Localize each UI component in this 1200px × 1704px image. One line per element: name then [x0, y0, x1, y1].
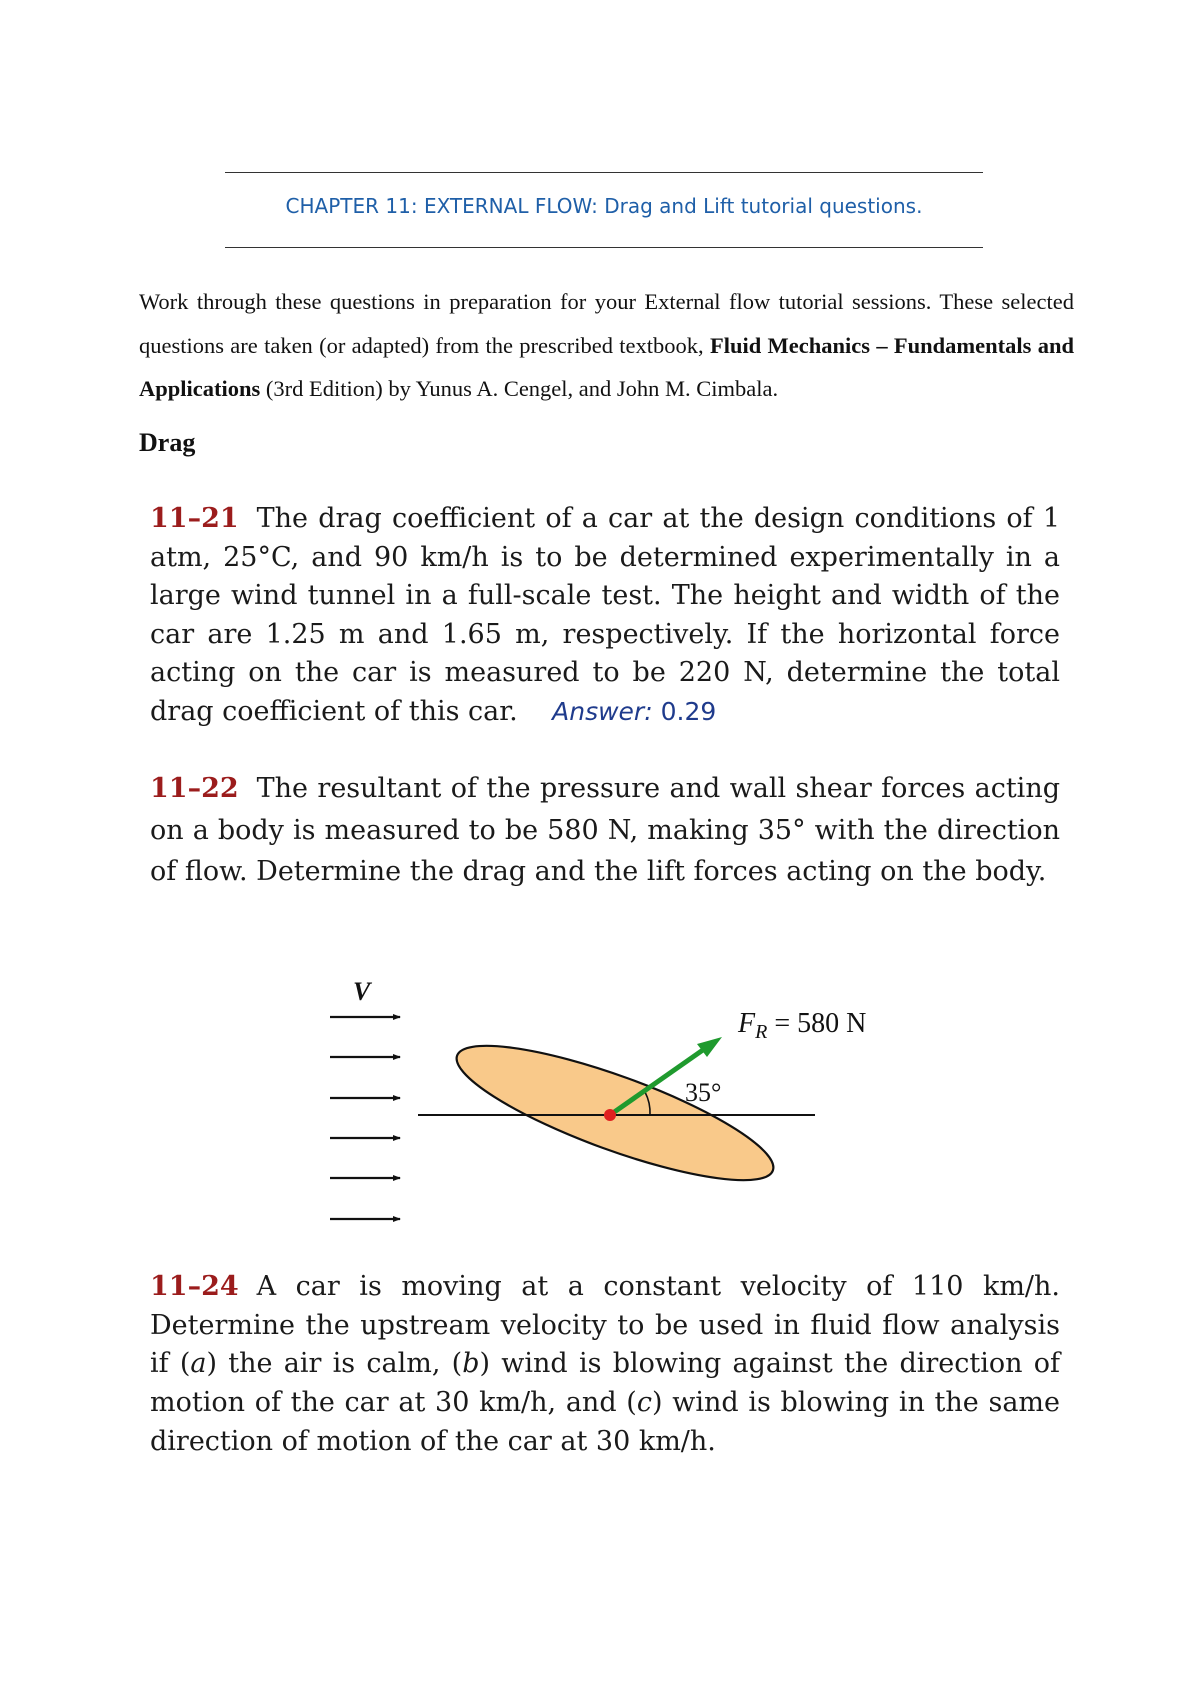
problem-answer [552, 697, 716, 726]
force-symbol: F [738, 1008, 756, 1039]
force-diagram [310, 975, 870, 1245]
force-origin-point [604, 1109, 616, 1121]
velocity-label: V [353, 977, 371, 1006]
problem-text-b: ) the air is calm, ( [206, 1348, 463, 1380]
part-label-b: b [462, 1348, 480, 1380]
force-subscript: R [755, 1021, 768, 1043]
answer-label: Answer: [552, 696, 653, 726]
problem-text-a: A car is moving at a constant velocity of 110 km/h. Determine the upstream velocity to be used in fluid flow analysis if ( [150, 1271, 1060, 1380]
section-heading: Drag [139, 428, 196, 457]
angle-label: 35° [685, 1078, 722, 1107]
force-value: = 580 N [767, 1008, 867, 1039]
flow-velocity-arrows [330, 1017, 400, 1219]
header-top-rule [225, 172, 983, 173]
problem-text-c: ) wind is blowing against the direction of motion of the car at 30 km/h, and ( [150, 1348, 1060, 1419]
problem-number: 11–22 [150, 773, 239, 804]
intro-text-2: (3rd Edition) by Yunus A. Cengel, and John M. Cimbala. [260, 376, 779, 401]
part-label-a: a [190, 1348, 207, 1380]
problem-11-21 [150, 500, 1060, 731]
textbook-title: Fluid Mechanics – Fundamentals and Applications [139, 332, 1074, 401]
intro-text-1: Work through these questions in preparation for your External flow tutorial sessions. These selected questions are taken (or adapted) from the prescribed textbook, [139, 289, 1074, 358]
problem-text: The drag coefficient of a car at the design conditions of 1 atm, 25°C, and 90 km/h is to be determined experimentally in a large wind tunnel in a full-scale test. The height and width of the car are 1.25 m and 1.65 m, respectively. If the horizontal force acting on the car is measured to be 220 N, determine the total drag coefficient of this car. [150, 503, 1060, 727]
problem-number: 11–24 [150, 1271, 239, 1302]
problem-number: 11–21 [150, 503, 239, 534]
problem-11-24 [150, 1268, 1060, 1462]
part-label-c: c [636, 1387, 652, 1419]
intro-paragraph [139, 280, 1074, 411]
header-bottom-rule [225, 247, 983, 248]
problem-11-22 [150, 768, 1060, 893]
problem-text-d: ) wind is blowing in the same direction of motion of the car at 30 km/h. [150, 1387, 1060, 1457]
problem-text: The resultant of the pressure and wall shear forces acting on a body is measured to be 580 N, making 35° with the direction of flow. Determine the drag and the lift forces acting on the body. [150, 773, 1060, 887]
chapter-title: CHAPTER 11: EXTERNAL FLOW: Drag and Lift tutorial questions. [285, 194, 923, 218]
answer-value: 0.29 [660, 696, 717, 726]
force-label [738, 1008, 866, 1044]
